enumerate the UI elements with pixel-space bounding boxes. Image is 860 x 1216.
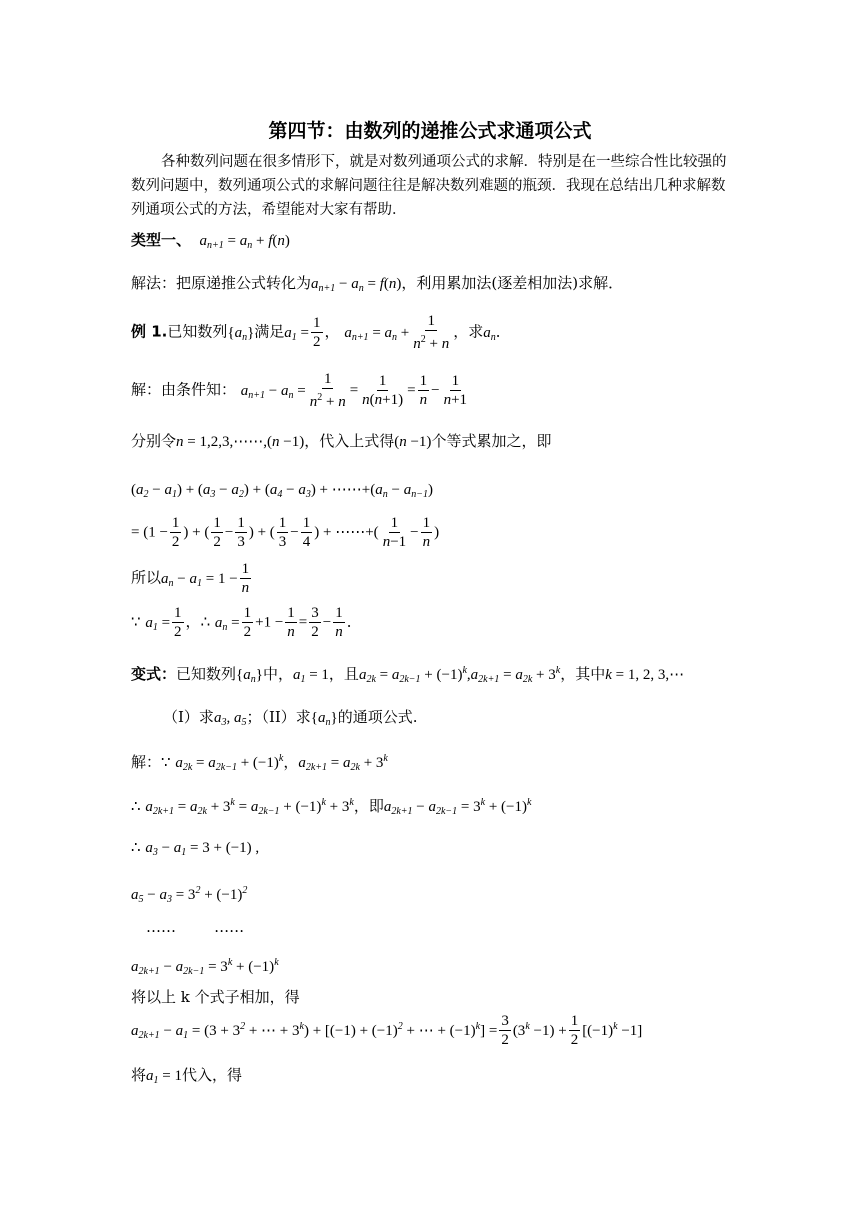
fraction-a: $\frac{1}{n^2 + n}$ <box>309 371 346 410</box>
sol2-lead: 解： <box>131 753 162 771</box>
type-one-formula: $a_{n+1} = a_n + f(n)$ <box>195 233 290 251</box>
frac-s3: $\frac{1}{3}$ <box>237 515 245 550</box>
frac-s2: $\frac{1}{2}$ <box>213 515 221 550</box>
variant-text-4: ，其中 <box>560 665 606 683</box>
variant-text-3: ，且 <box>328 665 359 683</box>
sol2-line-1: 解：∵ $a_{2k} = a_{2k-1} + (-1)^k$，$a_{2k+1} = a_{2k} + 3^k$ <box>131 753 388 773</box>
frac-f3: $\frac{1}{n}$ <box>287 605 295 640</box>
because-symbol: ∵ <box>131 612 141 631</box>
frac-f2: $\frac{1}{2}$ <box>243 605 252 640</box>
sequence-symbol: $\{a_n\}$ <box>227 324 255 343</box>
frac-s6: $\frac{1}{n-1}$ <box>382 515 407 550</box>
step-line <box>131 430 551 453</box>
frac-f4: $\frac{3}{2}$ <box>311 605 319 640</box>
sol2-line-3: ∴ $a_3 - a_1 = 3 + (-1)$ , <box>131 840 260 858</box>
example-one-sep: ， <box>324 322 340 341</box>
substitute-post: 代入，得 <box>181 1066 242 1084</box>
frac-r1: $\frac{1}{n}$ <box>241 561 250 596</box>
example-one-text-2: 满足 <box>254 322 285 341</box>
add-k-line: 将以上 k 个式子相加，得 <box>131 988 300 1006</box>
example-one-end: ． <box>495 322 511 341</box>
frac-s4: $\frac{1}{3}$ <box>278 515 287 550</box>
page-title: 第四节：由数列的递推公式求通项公式 <box>268 120 592 142</box>
fraction-one-half: $\frac{1}{2}$ <box>313 315 321 350</box>
variant-text-2: 中， <box>262 665 293 683</box>
sol2-line-5: $a_{2k+1} - a_{2k-1} = 3^k + (-1)^k$ <box>131 957 279 977</box>
sum-lead: 所以 <box>131 568 162 587</box>
frac-s7: $\frac{1}{n}$ <box>422 515 431 550</box>
recurrence-formula: $a_{n+1} = a_n$ + <box>344 324 410 343</box>
solution-line: 解：由条件知： $a_{n+1} - a_n$ = $\frac{1}{n^2 + n}$ = $\frac{1}{n(n+1)}$ = $\frac{1}{n}$ − $\frac{1}{n+1}$ <box>131 371 468 410</box>
initial-condition: $a_1$ = <box>284 324 310 343</box>
step-text-3: 个等式累加之，即 <box>431 432 552 450</box>
step-text-1: 分别令 <box>131 432 177 450</box>
method-prefix: 解法：把原递推公式转化为 <box>131 274 312 292</box>
method-line <box>131 272 623 300</box>
method-suffix: ，利用累加法(逐差相加法)求解． <box>401 274 624 292</box>
variant-line: 变式：已知数列$\{a_n\}$中，$a_1 = 1$，且$a_{2k} = a_{2k-1} + (-1)^k,a_{2k+1} = a_{2k} + 3^k$，其中k = 1, 2, 3,⋯ <box>131 665 685 685</box>
example-one-text-1: 已知数列 <box>167 322 228 341</box>
type-one-heading <box>131 229 290 257</box>
method-formula: $a_{n+1} - a_n = f(n)$ <box>311 276 402 294</box>
part-two: ；（II）求 <box>246 708 311 726</box>
final-answer: ∵ $a_1$ = $\frac{1}{2}$ ，∴ $a_n$ = $\frac{1}{2}$ +1 − $\frac{1}{n}$ = $\frac{3}{2}$ − $\frac{1}{n}$ ． <box>131 605 362 640</box>
variant-label: 变式： <box>131 665 177 683</box>
sum-line-1: $(a_2 - a_1) + (a_3 - a_2) + (a_4 - a_3)$ + $\cdots\cdots+(a_n - a_{n-1})$ <box>131 482 433 500</box>
ellipsis-line: …… …… <box>146 918 245 936</box>
frac-b1: $\frac{3}{2}$ <box>501 1013 509 1048</box>
big-sum-line: $a_{2k+1} - a_1 = (3 + 3^2$ + ⋯ + $3^k) + [(-1) + (-1)^2$ + ⋯ + $(-1)^k$] = $\frac{3}{2}$ (3$^k$ −1) + $\frac{1}{2}$ $[(-1)^k -1]$ <box>131 1013 643 1048</box>
sol2-line-2: ∴ $a_{2k+1} = a_{2k} + 3^k = a_{2k-1} + (-1)^k + 3^k$，即$a_{2k+1} - a_{2k-1} = 3^k + (-1)^k$ <box>131 797 532 817</box>
fraction-recurrence: $\frac{1}{n^2 + n}$ <box>413 313 450 352</box>
substitute-line: 将$a_1 = 1$代入，得 <box>131 1066 242 1086</box>
sol2-mid: ，即 <box>353 797 384 815</box>
sep: ， <box>185 612 201 631</box>
target-an: $a_n$ <box>483 324 496 343</box>
frac-s5: $\frac{1}{4}$ <box>302 515 311 550</box>
fraction-c: $\frac{1}{n}$ <box>419 373 428 408</box>
example-one <box>131 312 511 353</box>
variant-text-1: 已知数列 <box>176 665 237 683</box>
fraction-b: $\frac{1}{n(n+1)}$ <box>362 373 404 408</box>
step-count: (n −1) <box>394 434 432 450</box>
part-three: 的通项公式. <box>337 708 418 726</box>
type-one-label: 类型一、 <box>131 231 192 249</box>
substitute-pre: 将 <box>131 1066 147 1084</box>
frac-b2: $\frac{1}{2}$ <box>570 1013 579 1048</box>
sum-result: 所以$a_n - a_1 = 1$ − $\frac{1}{n}$ <box>131 561 250 596</box>
frac-f1: $\frac{1}{2}$ <box>174 605 182 640</box>
part-one: （I）求 <box>163 708 214 726</box>
fraction-d: $\frac{1}{n+1}$ <box>443 373 468 408</box>
example-one-label: 例 1. <box>131 322 168 341</box>
example-one-text-4: ，求 <box>453 322 484 341</box>
step-text-2: ，代入上式得 <box>304 432 395 450</box>
step-range: n = 1,2,3,⋯⋯,(n −1) <box>176 434 305 450</box>
solution-diff: $a_{n+1} - a_n$ = <box>240 382 306 401</box>
frac-f5: $\frac{1}{n}$ <box>335 605 343 640</box>
intro-paragraph: 各种数列问题在很多情形下，就是对数列通项公式的求解．特别是在一些综合性比较强的数列问题中，数列通项公式的求解问题往往是解决数列难题的瓶颈．我现在总结出几种求解数列通项公式的方法，希望能对大家有帮助． <box>131 154 727 218</box>
solution-lead: 解：由条件知： <box>131 380 237 399</box>
sol2-line-4: $a_5 - a_3 = 3^2 + (-1)^2$ <box>131 885 248 905</box>
frac-s1: $\frac{1}{2}$ <box>171 515 180 550</box>
variant-parts: （I）求$a_3$, $a_5$；（II）求$\{a_n\}$的通项公式. <box>163 708 418 728</box>
sum-line-2: = (1 − $\frac{1}{2}$ ) + ( $\frac{1}{2}$ − $\frac{1}{3}$ ) + ( $\frac{1}{3}$ − $\frac{1}{4}$ ) + ⋯⋯+( $\frac{1}{n-1}$ − $\frac{1}{n}$ ) <box>131 515 440 550</box>
